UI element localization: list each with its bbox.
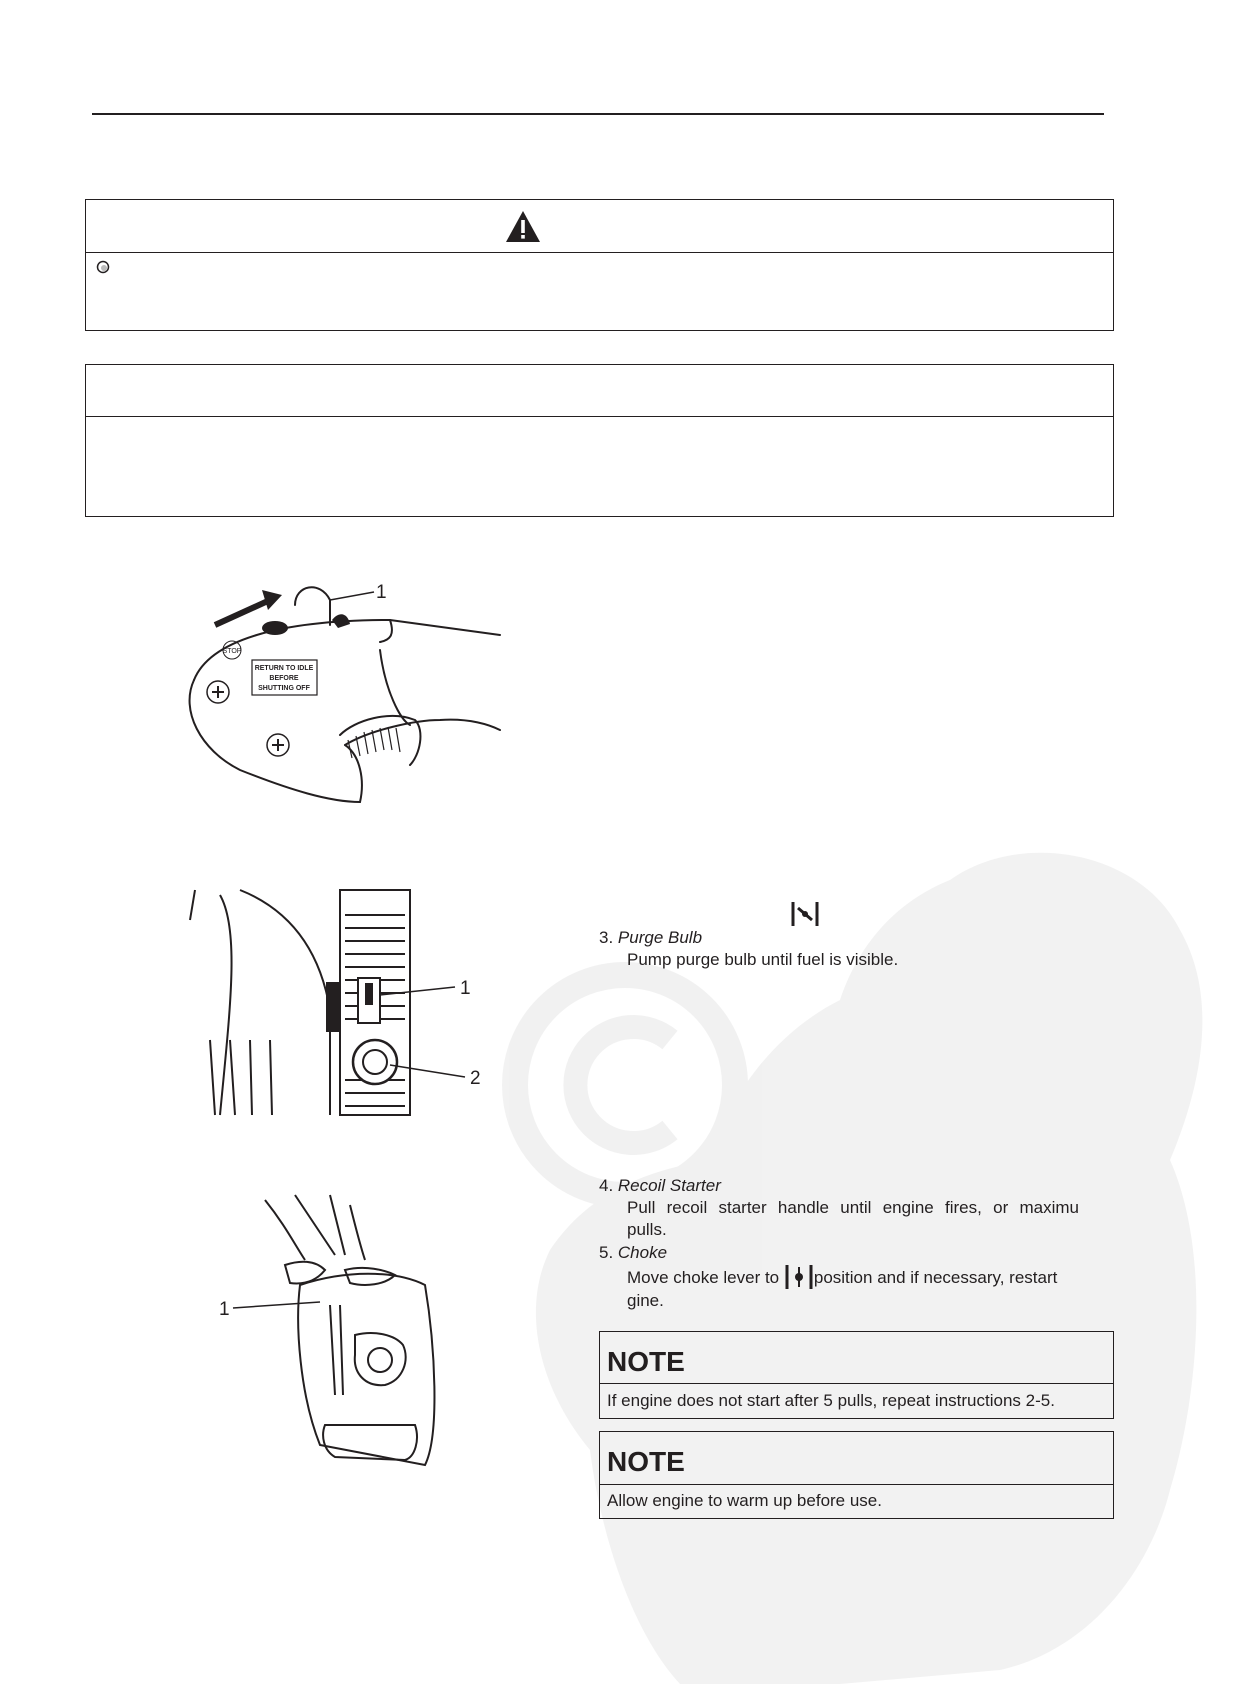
step-3-title: Purge Bulb <box>617 928 703 947</box>
svg-text:RETURN TO IDLE: RETURN TO IDLE <box>254 665 314 672</box>
step-4-title: Recoil Starter <box>617 1176 721 1195</box>
throttle-handle-figure <box>170 580 510 810</box>
step-5-choke: 5. Choke Move choke lever to position and if necessary, restart gine. <box>599 1242 1089 1312</box>
notice-box-header <box>86 365 1113 417</box>
warning-box-header <box>86 200 1113 253</box>
figure3-callout-1: 1 <box>219 1299 230 1320</box>
step-4-text-line1: Pull recoil starter handle until engine fires, or maximu <box>627 1198 1079 1217</box>
step-4-recoil-starter: 4. Recoil Starter Pull recoil starter handle until engine fires, or maximu pulls. <box>599 1176 1079 1239</box>
figure1-callout-1: 1 <box>376 582 387 603</box>
warning-box <box>85 199 1114 331</box>
note-box-2 <box>599 1431 1114 1519</box>
note-box-1 <box>599 1331 1114 1419</box>
choke-closed-icon <box>790 900 820 928</box>
svg-text:SHUTTING OFF: SHUTTING OFF <box>258 685 310 692</box>
note-1-text: If engine does not start after 5 pulls, repeat instructions 2-5. <box>607 1391 1055 1410</box>
choke-purge-figure <box>180 890 500 1120</box>
figure2-callout-1: 1 <box>460 978 471 999</box>
step-5-text-after: position and if necessary, restart <box>813 1268 1058 1287</box>
screw-icon <box>207 681 229 703</box>
notice-box <box>85 364 1114 517</box>
note-2-title: NOTE <box>607 1446 685 1477</box>
step-4-text-line2: pulls. <box>627 1220 667 1239</box>
step-5-text-before: Move choke lever to <box>627 1268 780 1287</box>
step-5-text-line2: gine. <box>627 1291 664 1310</box>
svg-text:BEFORE: BEFORE <box>269 675 299 682</box>
header-rule <box>92 113 1104 115</box>
step-3-purge-bulb: 3. Purge Bulb Pump purge bulb until fuel is visible. <box>599 927 1079 971</box>
turtle-slow-icon <box>262 621 288 635</box>
recoil-starter-figure <box>219 1195 465 1475</box>
note-1-title: NOTE <box>607 1346 685 1377</box>
figure2-callout-2: 2 <box>470 1068 481 1089</box>
warning-triangle-icon <box>505 210 541 243</box>
note-2-text: Allow engine to warm up before use. <box>607 1491 882 1510</box>
step-3-text: Pump purge bulb until fuel is visible. <box>627 950 899 969</box>
svg-text:STOP: STOP <box>222 648 242 655</box>
bullet-circle-icon <box>96 260 110 274</box>
screw-icon <box>267 734 289 756</box>
rabbit-fast-icon <box>332 614 350 628</box>
choke-scale-icon <box>326 982 340 1032</box>
step-5-title: Choke <box>617 1243 668 1262</box>
choke-run-icon <box>784 1264 814 1290</box>
